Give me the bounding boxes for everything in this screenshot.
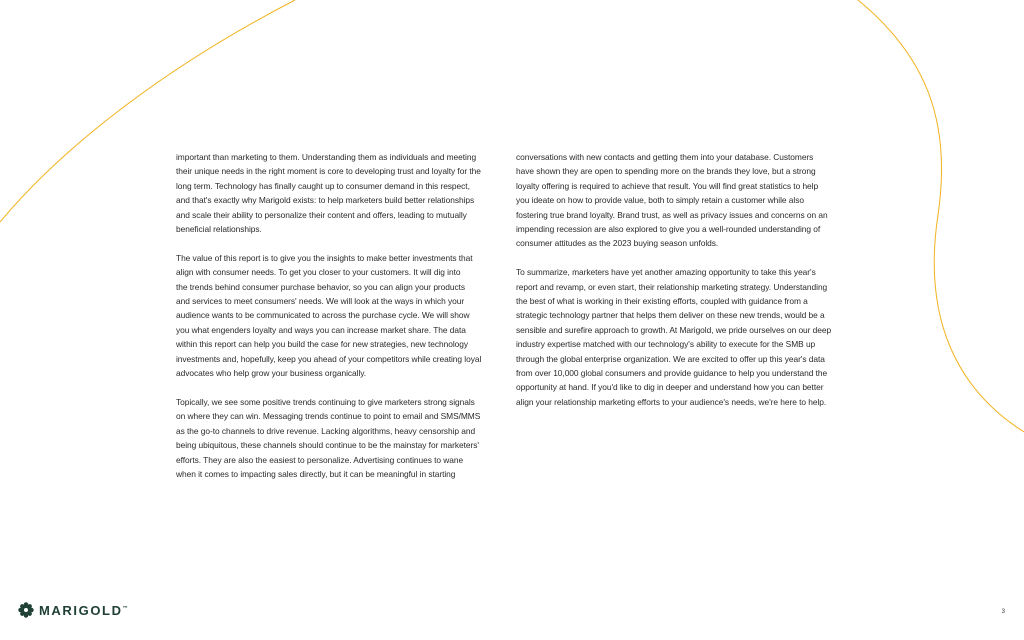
right-paragraph-2: To summarize, marketers have yet another amazing opportunity to take this year's report and revamp, or even start, their relationship marketing strategy. Understanding the best of what is working in their existing efforts, coupled with guidance from a strategic technology partner that helps them deliver on these new trends, would be a sensible and surefire approach to growth. At Marigold, we pride ourselves on our deep industry expertise matched with our technology's ability to execute for the SMB up through the global enterprise organization. We are excited to offer up this year's data from over 10,000 global consumers and provide guidance to help you understand the opportunity at hand. If you'd like to dig in deeper and understand how you can better align your relationship marketing efforts to your audience's needs, we're here to help.: [516, 267, 832, 407]
left-text-column: [176, 150, 506, 496]
left-paragraph-1: important than marketing to them. Understanding them as individuals and meeting their unique needs in the right moment is core to developing trust and loyalty for the long term. Technology has finally caught up to consumer demand in this respect, and that's exactly why Marigold exists: to help marketers build better relationships and scale their ability to personalize their content and offers, leading to mutually beneficial relationships.: [176, 152, 481, 235]
logo-wordmark: [39, 603, 128, 618]
left-paragraph-2: The value of this report is to give you the insights to make better investments that align with consumer needs. To get you closer to your customers. It will dig into the trends behind consumer purchase behavior, so you can align your products and services to meet consumers' needs. We will look at the ways in which your audience wants to be communicated to across the purchase cycle. We will show you what engenders loyalty and ways you can increase market share. The data within this report can help you build the case for new strategies, new technology investments and, hopefully, keep you ahead of your competitors while creating loyal advocates who help grow your business organically.: [176, 252, 482, 379]
right-accent-curve: [858, 0, 1024, 432]
left-paragraph-3: Topically, we see some positive trends continuing to give marketers strong signals on where they can win. Messaging trends continue to point to email and SMS/MMS as the go-to channels to drive revenue. Lacking algorithms, heavy censorship and being ubiquitous, these channels should continue to be the mainstay for marketers' efforts. They are also the easiest to personalize. Advertising continues to wane when it comes to impacting sales directly, but it can be meaningful in starting: [176, 396, 481, 479]
logo-text: MARIGOLD: [39, 602, 123, 618]
marigold-logo: [18, 602, 128, 618]
marigold-flower-icon: [18, 602, 34, 618]
right-text-column: [516, 150, 852, 424]
page-number: 3: [1001, 609, 1005, 615]
right-paragraph-1: conversations with new contacts and getting them into your database. Customers have shown they are open to spending more on the brands they love, but a strong loyalty offering is required to achieve that result. You will find great statistics to help you ideate on how to provide value, both to simply retain a customer while also fostering true brand loyalty. Brand trust, as well as privacy issues and concerns on an impending recession are also explored to give you a well-rounded understanding of consumer attitudes as the 2023 buying season unfolds.: [516, 152, 828, 249]
logo-trademark: ™: [122, 605, 128, 612]
